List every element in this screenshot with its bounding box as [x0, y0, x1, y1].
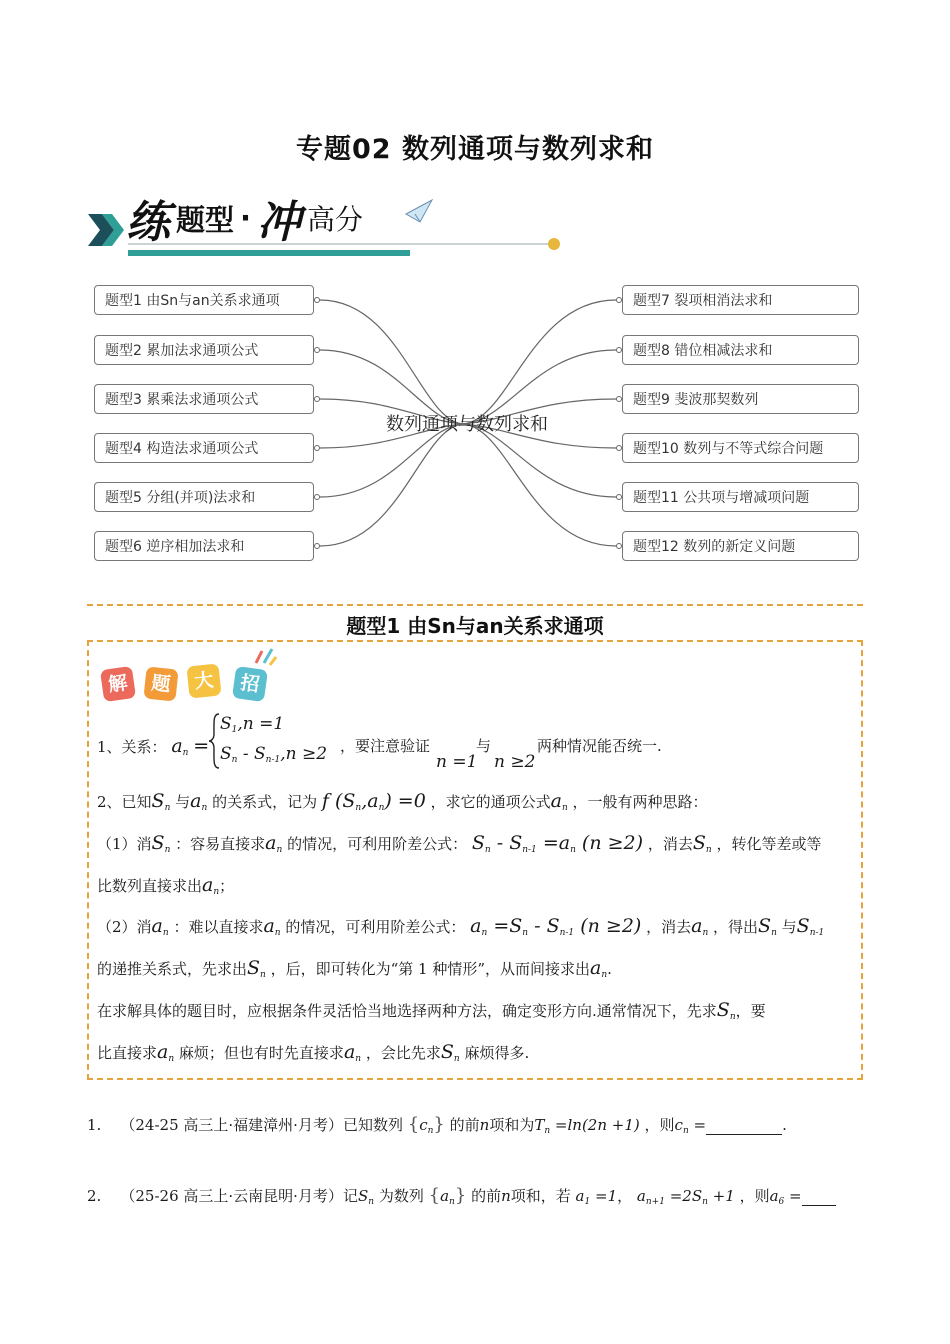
q1-T: T	[534, 1116, 545, 1134]
q2-eq: =	[784, 1187, 802, 1205]
q2-answer-blank[interactable]	[802, 1187, 836, 1206]
p5-e: ，得出	[713, 918, 759, 936]
p8-an-sub: n	[168, 1054, 175, 1064]
case1-sub: 1	[231, 725, 238, 735]
mindmap-node-right-12[interactable]: 题型12 数列的新定义问题	[622, 531, 859, 561]
question-2: 2. （25-26 高三上·云南昆明·月考）记$S_n$ 为数列 $\{a_n\}$ 的前n项和，若 $a_1 =1$， $a_{n+1} =2S_n +1$ ，则$a_6$ =	[87, 1185, 836, 1207]
p3-S2-sub: n	[705, 845, 712, 855]
tile-zhao: 招	[232, 666, 268, 702]
piecewise-case-1	[220, 714, 284, 735]
p3-a-sub: n	[276, 845, 283, 855]
banner-word-chong: 冲	[257, 197, 302, 248]
p3-S-sub: n	[164, 845, 171, 855]
mindmap-node-left-1[interactable]: 题型1 由Sn与an关系求通项	[94, 285, 314, 315]
mindmap-node-left-5[interactable]: 题型5 分组(并项)法求和	[94, 482, 314, 512]
method-item-6	[97, 957, 612, 980]
method-item-2	[97, 790, 708, 813]
p5-f1-sub: n	[481, 928, 488, 938]
p8-b: 麻烦；但也有时先直接求	[178, 1044, 344, 1062]
q2-source: （25-26 高三上·云南昆明·月考）	[120, 1187, 343, 1205]
case2-cond: ,n ≥2	[280, 744, 328, 764]
banner-word-lian: 练	[126, 197, 170, 248]
q2-a1: a	[575, 1187, 585, 1205]
p8-an2-sub: n	[355, 1054, 362, 1064]
p6-a: 的递推关系式，先求出	[97, 960, 248, 978]
left-brace	[207, 712, 221, 770]
case2-s: S	[220, 744, 232, 764]
q2-a: 记	[342, 1187, 358, 1205]
mindmap-node-left-2[interactable]: 题型2 累加法求通项公式	[94, 335, 314, 365]
p4-an-sub: n	[213, 887, 220, 897]
p5-an2-sub: n	[274, 928, 281, 938]
p5-S2-sub: n-1	[809, 928, 825, 938]
q2-e1: =1	[590, 1187, 618, 1205]
case2-minus: - S	[237, 744, 266, 764]
p2-a-var: a	[190, 790, 202, 812]
p8-an: a	[157, 1041, 169, 1063]
p3-f3: =a	[536, 832, 571, 854]
p6-S: S	[247, 957, 261, 979]
q1-cn: c	[674, 1116, 683, 1134]
p5-f3: - S	[528, 915, 560, 937]
q2-a6-sub: 6	[778, 1197, 785, 1207]
banner-word-tixing: 题型	[176, 202, 235, 237]
q2-d: 项和，若	[510, 1187, 571, 1205]
section-title: 题型1 由Sn与an关系求通项	[346, 614, 604, 638]
p2-f-sub1: n	[355, 803, 362, 813]
p3-S: S	[151, 832, 165, 854]
p5-g: 与	[781, 918, 797, 936]
tile-jie: 解	[100, 666, 136, 702]
q2-seq: a	[440, 1187, 450, 1205]
q2-e3: =2S	[664, 1187, 703, 1205]
p4-b: ；	[219, 877, 235, 895]
p5-an: a	[151, 915, 163, 937]
q2-S-sub: n	[368, 1197, 375, 1207]
q1-seq: c	[419, 1116, 428, 1134]
p1-a: a	[171, 735, 183, 757]
q2-a6: a	[769, 1187, 779, 1205]
p1-verify: ，要注意验证	[340, 737, 431, 755]
case2-sub: n	[231, 755, 238, 765]
p1-eq: =	[193, 735, 210, 757]
p3-S2: S	[692, 832, 706, 854]
p1-n1: n =1	[436, 752, 478, 772]
p1-lead: 1、关系：	[97, 738, 167, 756]
tile-ti: 题	[143, 666, 178, 701]
mindmap-center: 数列通项与数列求和	[386, 414, 548, 435]
p5-an2: a	[263, 915, 275, 937]
case1-s: S	[220, 714, 232, 734]
q2-num: 2.	[87, 1187, 102, 1205]
q1-c: 项和为	[489, 1116, 535, 1134]
q1-eq: =	[688, 1116, 707, 1134]
p5-a: （2）消	[97, 918, 152, 936]
q1-end: .	[782, 1116, 787, 1134]
q1-seq-sub: n	[427, 1126, 434, 1136]
p5-f3-sub: n-1	[559, 928, 575, 938]
p5-S: S	[758, 915, 772, 937]
p2-f-sub2: n	[378, 803, 385, 813]
q1-d: ，则	[644, 1116, 675, 1134]
p1-and: 与	[476, 737, 492, 755]
p5-d: ，消去	[646, 918, 692, 936]
p5-an3-sub: n	[702, 928, 709, 938]
p1-n2: n ≥2	[494, 752, 536, 772]
section-top-divider	[87, 604, 863, 606]
p8-c: ，会比先求	[365, 1044, 441, 1062]
p3-e: ，转化等差或等	[716, 835, 822, 853]
p5-f4: (n ≥2)	[574, 915, 642, 937]
p2-f: f (S	[321, 790, 356, 812]
mindmap-node-left-6[interactable]: 题型6 逆序相加法求和	[94, 531, 314, 561]
p3-f4: (n ≥2)	[575, 832, 644, 854]
p2-b: 与	[175, 793, 191, 811]
q2-e4: +1	[707, 1187, 735, 1205]
p3-f3-sub: n	[570, 845, 576, 855]
case1-cond: ,n =1	[237, 714, 285, 734]
q1-num: 1.	[87, 1116, 102, 1134]
banner-word-gaofen: 高分	[307, 203, 364, 236]
p5-f1: a	[470, 915, 482, 937]
q2-S: S	[357, 1187, 369, 1205]
p6-an: a	[590, 957, 602, 979]
p2-f-end: ) =0	[384, 790, 426, 812]
p6-c: .	[607, 960, 612, 978]
p2-an-sub: n	[561, 803, 568, 813]
mindmap-node-right-9[interactable]: 题型9 斐波那契数列	[622, 384, 859, 414]
mindmap-node-right-7[interactable]: 题型7 裂项相消法求和	[622, 285, 859, 315]
p4-a: 比数列直接求出	[97, 877, 203, 895]
p3-f1: S	[471, 832, 485, 854]
p8-a: 比直接求	[97, 1044, 158, 1062]
method-item-1	[97, 735, 209, 758]
q2-an1-sub: n+1	[645, 1197, 665, 1207]
mindmap-node-left-4[interactable]: 题型4 构造法求通项公式	[94, 433, 314, 463]
p1-tail: 两种情况能否统一.	[537, 737, 662, 755]
q2-a1-sub: 1	[584, 1197, 591, 1207]
p3-d: ，消去	[647, 835, 693, 853]
p2-S-sub: n	[164, 803, 171, 813]
p5-f2-sub: n	[522, 928, 529, 938]
p5-an-sub: n	[162, 928, 169, 938]
p3-c: 的情况，可利用阶差公式：	[287, 835, 468, 853]
case2-sub2: n-1	[265, 755, 281, 765]
q2-n: n	[501, 1187, 511, 1205]
p5-b: ：难以直接求	[173, 918, 264, 936]
p1-a-sub: n	[182, 748, 189, 758]
page-title: 专题02 数列通项与数列求和	[296, 134, 654, 165]
q1-T-sub: n	[544, 1126, 551, 1136]
banner-dot-sep: ·	[240, 201, 252, 235]
p2-an: a	[550, 790, 562, 812]
p8-S-sub: n	[453, 1054, 460, 1064]
q1-answer-blank[interactable]	[706, 1116, 782, 1135]
q1-a: 已知数列	[342, 1116, 403, 1134]
p6-an-sub: n	[601, 970, 608, 980]
mindmap-node-right-8[interactable]: 题型8 错位相减法求和	[622, 335, 859, 365]
p3-f2-sub: n-1	[522, 845, 537, 855]
method-item-5	[97, 915, 824, 938]
method-item-7	[97, 999, 766, 1022]
tile-da: 大	[186, 663, 221, 698]
question-1: 1. （24-25 高三上·福建漳州·月考）已知数列 $\{c_n\}$ 的前n项和为$T_n =\ln(2n +1)$ ，则$c_n$ = .	[87, 1114, 787, 1136]
p7-S-sub: n	[729, 1012, 736, 1022]
p2-S: S	[151, 790, 165, 812]
p2-a: 2、已知	[97, 793, 152, 811]
method-item-3	[97, 832, 821, 855]
p2-h: ，一般有两种思路：	[572, 793, 708, 811]
method-item-8	[97, 1041, 529, 1064]
q2-b: 为数列	[378, 1187, 424, 1205]
p4-an: a	[202, 874, 214, 896]
p5-c: 的情况，可利用阶差公式：	[285, 918, 466, 936]
p6-b: ，后，即可转化为“第 1 种情形”，从而间接求出	[270, 960, 591, 978]
q1-cn-sub: n	[682, 1126, 689, 1136]
q2-an1: a	[636, 1187, 646, 1205]
p7-a: 在求解具体的题目时，应根据条件灵活恰当地选择两种方法，确定变形方向.通常情况下，先求	[97, 1002, 717, 1020]
p5-S-sub: n	[771, 928, 777, 938]
mindmap-node-right-10[interactable]: 题型10 数列与不等式综合问题	[622, 433, 859, 463]
p5-an3: a	[691, 915, 703, 937]
q1-formula: =ln(2n +1)	[550, 1116, 640, 1134]
p7-b: ，要	[735, 1002, 766, 1020]
q2-e3-sub: n	[702, 1197, 708, 1207]
piecewise-case-2	[220, 744, 327, 765]
p5-f2: =S	[487, 915, 523, 937]
p2-c: 的关系式，记为	[212, 793, 318, 811]
p3-f2: - S	[490, 832, 523, 854]
p2-f-a: ,a	[361, 790, 379, 812]
p3-a: （1）消	[97, 835, 152, 853]
q1-source: （24-25 高三上·福建漳州·月考）	[120, 1116, 343, 1134]
q2-f: ，则	[739, 1187, 770, 1205]
q2-comma: ，	[617, 1187, 633, 1205]
confetti-icon	[252, 645, 278, 667]
mindmap-node-left-3[interactable]: 题型3 累乘法求通项公式	[94, 384, 314, 414]
method-item-4	[97, 874, 234, 897]
p2-g: ，求它的通项公式	[430, 793, 551, 811]
p8-d: 麻烦得多.	[464, 1044, 530, 1062]
p3-b: ：容易直接求	[175, 835, 266, 853]
p8-S: S	[440, 1041, 454, 1063]
q2-seq-sub: n	[449, 1197, 455, 1207]
p3-f1-sub: n	[484, 845, 491, 855]
mindmap-node-right-11[interactable]: 题型11 公共项与增减项问题	[622, 482, 859, 512]
p2-a-sub: n	[201, 803, 208, 813]
q1-b: 的前	[449, 1116, 480, 1134]
p7-S: S	[716, 999, 730, 1021]
q1-n: n	[479, 1116, 490, 1134]
p6-S-sub: n	[260, 970, 266, 980]
p5-S2: S	[796, 915, 810, 937]
p8-an2: a	[343, 1041, 356, 1063]
q2-c: 的前	[471, 1187, 502, 1205]
p3-a-var: a	[265, 832, 277, 854]
